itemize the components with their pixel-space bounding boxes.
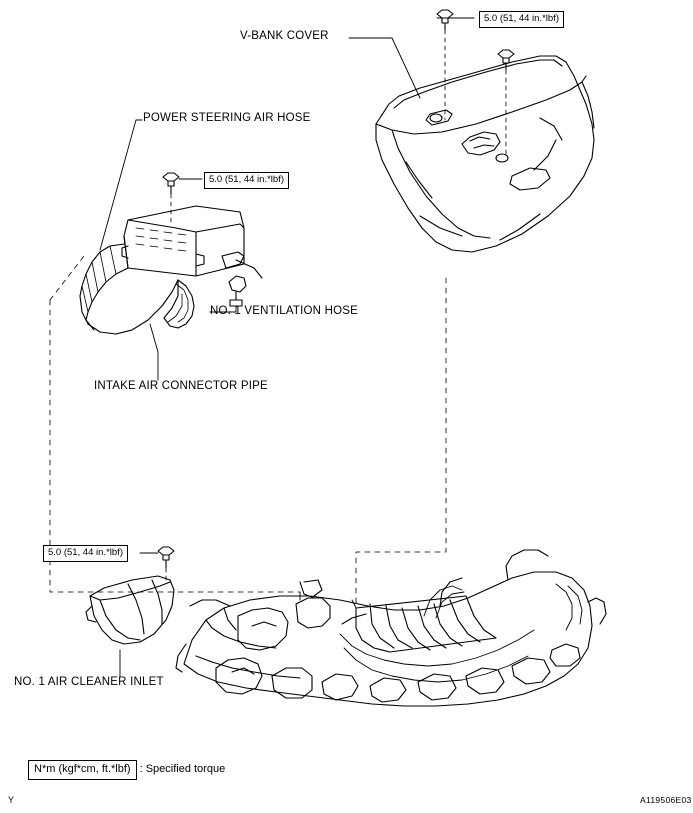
no1-ventilation-hose-art <box>229 276 246 306</box>
bolt-air-cleaner-inlet <box>158 547 174 568</box>
engine-assembly-art <box>176 550 606 706</box>
v-bank-cover-art <box>376 56 594 252</box>
torque-callout-air-cleaner-cap: 5.0 (51, 44 in.*lbf) <box>204 172 289 189</box>
label-power-steering-air-hose: POWER STEERING AIR HOSE <box>143 112 311 124</box>
torque-legend <box>28 760 225 780</box>
page-corner-mark: Y <box>8 795 15 805</box>
torque-callout-v-bank-cover: 5.0 (51, 44 in.*lbf) <box>479 11 564 28</box>
no1-air-cleaner-inlet-art <box>86 576 174 644</box>
torque-legend-unit: N*m (kgf*cm, ft.*lbf) <box>28 760 137 780</box>
figure-code: A119506E03 <box>640 795 692 805</box>
label-no1-air-cleaner-inlet: NO. 1 AIR CLEANER INLET <box>14 676 164 688</box>
torque-legend-description: : Specified torque <box>139 763 226 775</box>
bolt-v-bank-cover-1 <box>437 10 453 30</box>
bolt-air-cleaner-cap <box>163 173 179 194</box>
torque-callout-air-cleaner-inlet: 5.0 (51, 44 in.*lbf) <box>43 545 128 562</box>
label-no1-ventilation-hose: NO. 1 VENTILATION HOSE <box>210 305 358 317</box>
label-intake-air-connector-pipe: INTAKE AIR CONNECTOR PIPE <box>94 380 268 392</box>
label-v-bank-cover: V-BANK COVER <box>240 30 329 42</box>
bolt-v-bank-cover-2 <box>498 50 514 70</box>
